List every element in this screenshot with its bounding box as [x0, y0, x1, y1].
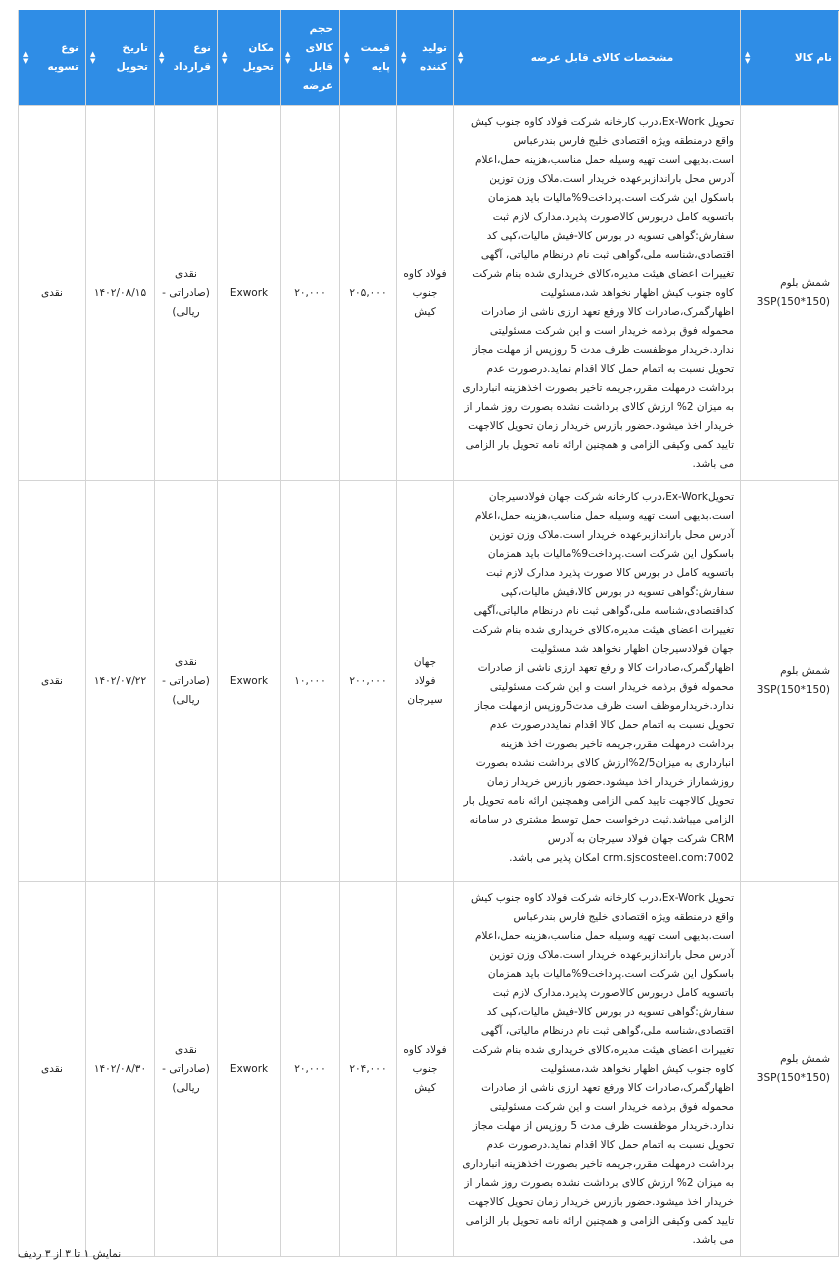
column-header-specifications[interactable]: [454, 11, 741, 106]
settlement-cell: نقدی: [19, 481, 86, 882]
specifications-cell: تحویل Ex-Work،درب کارخانه شرکت فولاد کاوه جنوب کیش واقع درمنطقه ویژه اقتصادی خلیج فارس بندرعباس است.بدیهی است تهیه وسیله حمل مناسب،هزینه حمل،اعلام آدرس محل باراندازبرعهده خریدار است.ملاک وزن توزین باسکول این شرکت است.پرداخت9%مالیات باید همزمان باتسویه کامل دربورس کالاصورت پذیرد.مدارک لازم ثبت سفارش:گواهی تسویه در بورس کالا-فیش مالیات،کپی کد اقتصادی،شناسه ملی،گواهی ثبت نام درنظام مالیاتی، آگهی تغییرات اعضای هیئت مدیره،کالای خریداری شده بنام شرکت کاوه جنوب کیش اظهار نخواهد شد،مسئولیت اظهارگمرک،صادرات کالا ورفع تعهد ارزی ناشی از صادرات محموله فوق برذمه خریدار است و این شرکت مسئولیتی ندارد.خریدار موظفست ظرف مدت 5 روزپس از مهلت مجاز تحویل نسبت به اتمام حمل کالا اقدام نماید.درصورت عدم برداشت درمهلت مقرر،جریمه تاخیر بصورت اخذهزینه انبارداری به میزان 2% ارزش کالای برداشت نشده بصورت روز شمار از خریدار اخذ میشود.حضور بازرس خریدار زمان تحویل کالاجهت تایید کمی وکیفی الزامی و همچنین ارائه نامه تحویل بار الزامی می باشد.: [454, 106, 741, 481]
sort-icon[interactable]: ▲ ▼: [458, 50, 464, 65]
pagination-summary: نمایش ۱ تا ۳ از ۳ ردیف: [18, 1248, 122, 1260]
base-price-cell: ۲۰۵,۰۰۰: [340, 106, 397, 481]
header-label: نوع قرارداد: [173, 42, 211, 73]
header-row: [19, 11, 839, 106]
settlement-cell: نقدی: [19, 106, 86, 481]
producer-cell: جهان فولاد سیرجان: [397, 481, 454, 882]
producer-cell: فولاد کاوه جنوب کیش: [397, 106, 454, 481]
delivery-place-cell: Exwork: [218, 481, 281, 882]
offers-table: [18, 10, 839, 1257]
volume-cell: ۱۰,۰۰۰: [281, 481, 340, 882]
column-header-contract-type[interactable]: [155, 11, 218, 106]
column-header-base-price[interactable]: [340, 11, 397, 106]
table-row: [19, 882, 839, 1257]
sort-icon[interactable]: ▲ ▼: [159, 50, 165, 65]
header-label: نام کالا: [794, 51, 832, 64]
table-row: [19, 481, 839, 882]
delivery-date-cell: ۱۴۰۲/۰۸/۱۵: [86, 106, 155, 481]
column-header-producer[interactable]: [397, 11, 454, 106]
table-row: [19, 106, 839, 481]
specifications-cell: تحویلEx-Work،درب کارخانه شرکت جهان فولادسیرجان است.بدیهی است تهیه وسیله حمل مناسب،هزینه حمل،اعلام آدرس محل باراندازبرعهده خریدار است.ملاک وزن توزین باسکول این شرکت است.پرداخت9%مالیات باید همزمان باتسویه کامل در بورس کالا صورت پذیرد مدارک لازم ثبت سفارش:گواهی تسویه در بورس کالا،فیش مالیات،کپی کداقتصادی،شناسه ملی،گواهی ثبت نام درنظام مالیاتی،آگهی تغییرات اعضای هیئت مدیره،کالای خریداری شده بنام شرکت جهان فولادسیرجان اظهار نخواهد شد مسئولیت اظهارگمرک،صادرات کالا و رفع تعهد ارزی ناشی از صادرات محموله فوق برذمه خریدار است و این شرکت مسئولیتی ندارد.خریدارموظف است ظرف مدت5روزپس ازمهلت مجاز تحویل نسبت به اتمام حمل کالا اقدام نمایددرصورت عدم برداشت درمهلت مقرر،جریمه تاخیر بصورت اخذ هزینه انبارداری به میزان2/5%ارزش کالای برداشت نشده بصورت روزشماراز خریدار اخذ میشود.حضور بازرس خریدار زمان تحویل کالاجهت تایید کمی الزامی وهمچنین ارائه نامه تحویل بار الزامی میباشد.ثبت درخواست حمل توسط مشتری در سامانه CRM شرکت جهان فولاد سیرجان به آدرس crm.sjscosteel.com:7002 امکان پذیر می باشد.: [454, 481, 741, 882]
header-label: مشخصات کالای قابل عرضه: [530, 51, 674, 64]
specifications-cell: تحویل Ex-Work،درب کارخانه شرکت فولاد کاوه جنوب کیش واقع درمنطقه ویژه اقتصادی خلیج فارس بندرعباس است.بدیهی است تهیه وسیله حمل مناسب،هزینه حمل،اعلام آدرس محل باراندازبرعهده خریدار است.ملاک وزن توزین باسکول این شرکت است.پرداخت9%مالیات باید همزمان باتسویه کامل دربورس کالاصورت پذیرد.مدارک لازم ثبت سفارش:گواهی تسویه در بورس کالا-فیش مالیات،کپی کد اقتصادی،شناسه ملی،گواهی ثبت نام درنظام مالیاتی، آگهی تغییرات اعضای هیئت مدیره،کالای خریداری شده بنام شرکت کاوه جنوب کیش اظهار نخواهد شد،مسئولیت اظهارگمرک،صادرات کالا ورفع تعهد ارزی ناشی از صادرات محموله فوق برذمه خریدار است و این شرکت مسئولیتی ندارد.خریدار موظفست ظرف مدت 5 روزپس از مهلت مجاز تحویل نسبت به اتمام حمل کالا اقدام نماید.درصورت عدم برداشت درمهلت مقرر،جریمه تاخیر بصورت اخذهزینه انبارداری به میزان 2% ارزش کالای برداشت نشده بصورت روز شمار از خریدار اخذ میشود.حضور بازرس خریدار زمان تحویل کالاجهت تایید کمی وکیفی الزامی و همچنین ارائه نامه تحویل بار الزامی می باشد.: [454, 882, 741, 1257]
contract-type-cell: نقدی (صادراتی - ریالی): [155, 481, 218, 882]
column-header-delivery-date[interactable]: [86, 11, 155, 106]
delivery-date-cell: ۱۴۰۲/۰۷/۲۲: [86, 481, 155, 882]
producer-cell: فولاد کاوه جنوب کیش: [397, 882, 454, 1257]
header-label: نوع تسویه: [47, 42, 79, 73]
product-name-cell: شمش بلوم 3SP(150*150): [741, 882, 839, 1257]
header-label: حجم کالای قابل عرضه: [302, 23, 333, 92]
volume-cell: ۲۰,۰۰۰: [281, 882, 340, 1257]
contract-type-cell: نقدی (صادراتی - ریالی): [155, 106, 218, 481]
volume-cell: ۲۰,۰۰۰: [281, 106, 340, 481]
sort-icon[interactable]: ▲ ▼: [745, 50, 751, 65]
column-header-delivery-place[interactable]: [218, 11, 281, 106]
base-price-cell: ۲۰۴,۰۰۰: [340, 882, 397, 1257]
table-body: [19, 106, 839, 1257]
sort-icon[interactable]: ▲ ▼: [222, 50, 228, 65]
sort-icon[interactable]: ▲ ▼: [90, 50, 96, 65]
column-header-settlement[interactable]: [19, 11, 86, 106]
header-label: قیمت پایه: [360, 42, 390, 73]
sort-icon[interactable]: ▲ ▼: [401, 50, 407, 65]
sort-icon[interactable]: ▲ ▼: [23, 50, 29, 65]
column-header-volume[interactable]: [281, 11, 340, 106]
sort-icon[interactable]: ▲ ▼: [344, 50, 350, 65]
header-label: تولید کننده: [420, 42, 447, 73]
header-label: تاریخ تحویل: [116, 42, 148, 73]
settlement-cell: نقدی: [19, 882, 86, 1257]
delivery-place-cell: Exwork: [218, 106, 281, 481]
column-header-product-name[interactable]: [741, 11, 839, 106]
sort-icon[interactable]: ▲ ▼: [285, 50, 291, 65]
contract-type-cell: نقدی (صادراتی - ریالی): [155, 882, 218, 1257]
table-header: [19, 11, 839, 106]
delivery-place-cell: Exwork: [218, 882, 281, 1257]
header-label: مکان تحویل: [242, 42, 274, 73]
delivery-date-cell: ۱۴۰۲/۰۸/۳۰: [86, 882, 155, 1257]
product-name-cell: شمش بلوم 3SP(150*150): [741, 481, 839, 882]
product-name-cell: شمش بلوم 3SP(150*150): [741, 106, 839, 481]
base-price-cell: ۲۰۰,۰۰۰: [340, 481, 397, 882]
